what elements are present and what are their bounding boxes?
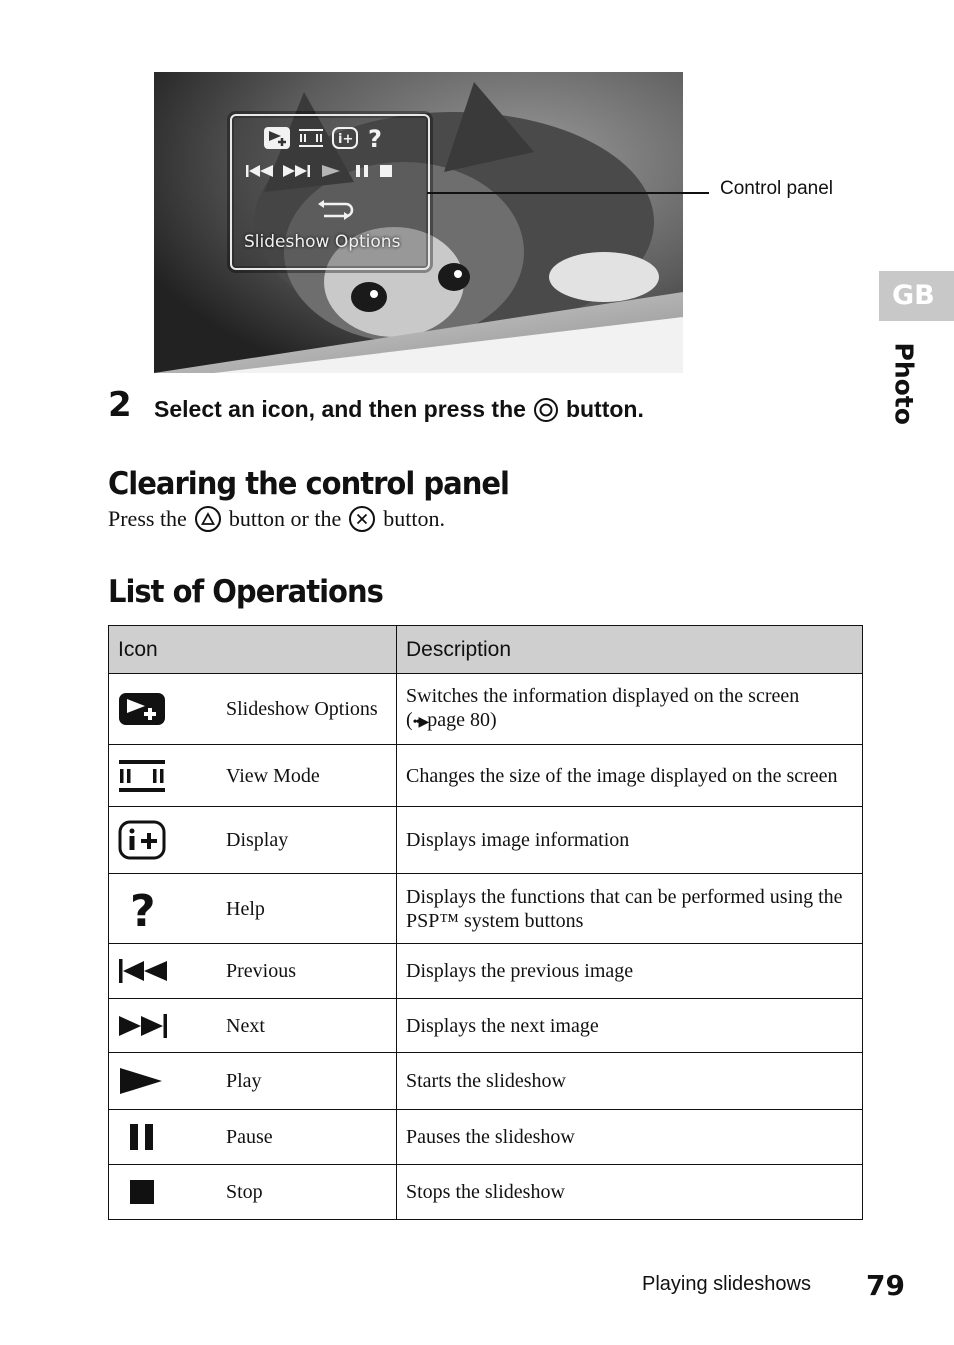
operation-description: Displays the previous image — [397, 944, 863, 999]
page-number: 79 — [866, 1269, 905, 1302]
svg-text:?: ? — [368, 126, 382, 150]
step-text-before: Select an icon, and then press the — [154, 396, 526, 422]
slideshow-options-icon — [118, 691, 166, 727]
language-tab: GB — [879, 271, 954, 321]
slideshow-options-icon — [264, 127, 290, 149]
operation-description: Switches the information displayed on the screen — [406, 684, 800, 707]
operations-table — [108, 625, 863, 1220]
previous-icon — [246, 164, 274, 178]
clearing-text-before: Press the — [108, 506, 187, 531]
next-icon — [118, 1012, 168, 1040]
operation-name: Slideshow Options — [226, 674, 397, 745]
panel-label: Slideshow Options — [244, 232, 401, 252]
repeat-icon — [314, 200, 354, 220]
clearing-heading: Clearing the control panel — [108, 465, 509, 502]
table-row — [109, 807, 863, 874]
page-ref-icon: ••▶ — [412, 714, 428, 730]
table-row — [109, 874, 863, 944]
help-icon — [366, 126, 384, 150]
svg-text:i+: i+ — [338, 132, 354, 147]
operation-description: Displays image information — [397, 807, 863, 874]
operation-description: Stops the slideshow — [397, 1165, 863, 1220]
table-row — [109, 1165, 863, 1220]
table-row: Slideshow Options Switches the information displayed on the screen (••▶page 80) — [109, 674, 863, 745]
footer-section-title: Playing slideshows — [642, 1273, 811, 1295]
clearing-text-middle: button or the — [228, 506, 342, 531]
page-reference: page 80 — [427, 708, 491, 731]
pause-icon — [354, 164, 370, 178]
kitten-photo — [154, 72, 683, 373]
section-tab-label: Photo — [889, 342, 919, 425]
callout-line — [427, 192, 709, 194]
operation-name: View Mode — [226, 745, 397, 807]
operations-heading: List of Operations — [108, 573, 383, 610]
operation-name: Display — [226, 807, 397, 874]
cross-button-icon — [349, 506, 375, 532]
help-icon — [118, 888, 166, 930]
step-text-after: button. — [565, 396, 644, 422]
triangle-button-icon — [195, 506, 221, 532]
table-row — [109, 944, 863, 999]
table-header-row — [109, 626, 863, 674]
column-header-icon: Icon — [109, 626, 397, 674]
previous-icon — [118, 957, 168, 985]
next-icon — [282, 164, 310, 178]
view-mode-icon — [118, 758, 166, 794]
circle-button-icon — [534, 398, 558, 422]
clearing-text-after: button. — [383, 506, 445, 531]
operation-description: Displays the next image — [397, 999, 863, 1053]
step-number: 2 — [108, 385, 132, 425]
table-row — [109, 745, 863, 807]
view-mode-icon — [298, 127, 324, 149]
play-icon — [318, 164, 346, 178]
operation-description: Changes the size of the image displayed on the screen — [397, 745, 863, 807]
column-header-description: Description — [397, 626, 863, 674]
operation-name: Help — [226, 874, 397, 944]
operation-description: Pauses the slideshow — [397, 1110, 863, 1165]
stop-icon — [378, 164, 394, 178]
operation-name: Stop — [226, 1165, 397, 1220]
table-row — [109, 999, 863, 1053]
table-row — [109, 1053, 863, 1110]
pause-icon — [118, 1121, 166, 1153]
operation-name: Pause — [226, 1110, 397, 1165]
display-info-icon — [118, 820, 166, 860]
play-icon — [118, 1065, 166, 1097]
callout-label: Control panel — [720, 178, 834, 199]
control-panel-overlay — [230, 114, 430, 270]
step-instruction — [154, 396, 644, 423]
svg-text:?: ? — [130, 887, 156, 930]
operation-name: Play — [226, 1053, 397, 1110]
operation-name: Previous — [226, 944, 397, 999]
operation-description: Displays the functions that can be performed using the PSP™ system buttons — [397, 874, 863, 944]
operation-description: Starts the slideshow — [397, 1053, 863, 1110]
stop-icon — [118, 1176, 166, 1208]
display-info-icon — [332, 127, 358, 149]
clearing-text — [108, 506, 445, 532]
operation-name: Next — [226, 999, 397, 1053]
table-row — [109, 1110, 863, 1165]
